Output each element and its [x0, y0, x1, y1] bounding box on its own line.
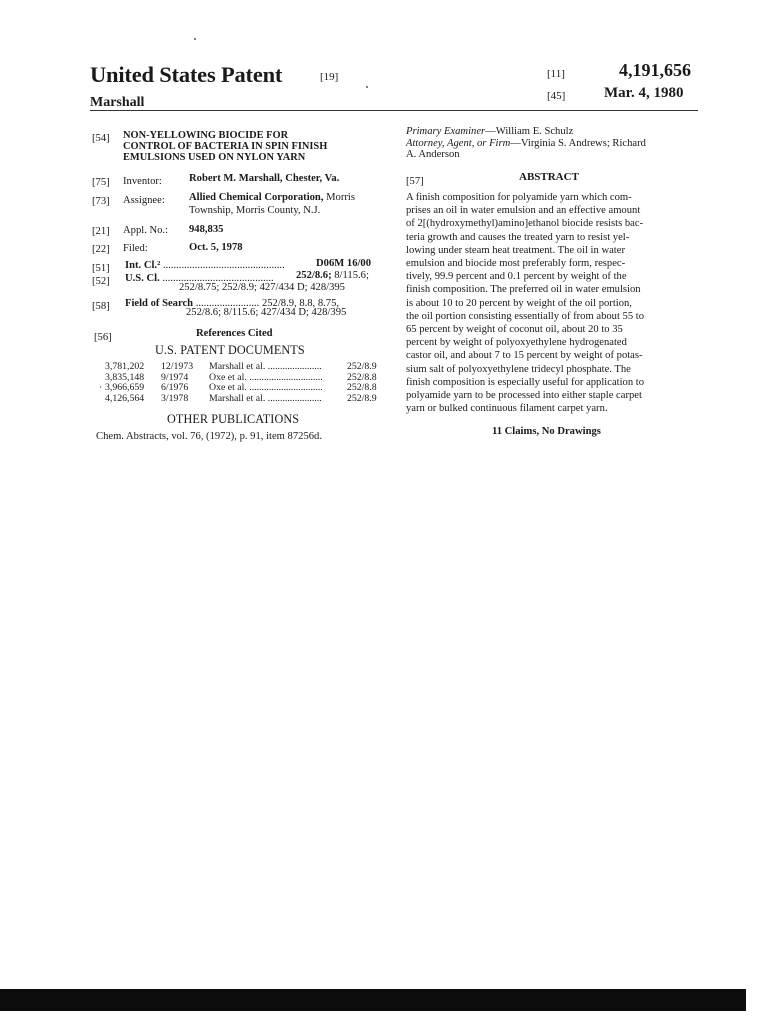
abstract-line: polyamide yarn to be processed into either staple carpet	[406, 390, 642, 402]
scan-speck	[366, 86, 368, 88]
us-cl-value: 252/8.6; 8/115.6;	[296, 270, 369, 281]
abstract-line: of 2[(hydroxymethyl)amino]ethanol biocide resists bac-	[406, 218, 644, 230]
ref-class: 252/8.9	[347, 361, 377, 372]
code-54: [54]	[92, 133, 110, 144]
code-19: [19]	[320, 71, 339, 83]
abstract-line: sium salt of polyoxyethylene tridecyl phosphate. The	[406, 363, 631, 375]
ref-number: · 3,966,659	[99, 382, 145, 393]
us-cl-line-2: 252/8.75; 252/8.9; 427/434 D; 428/395	[179, 282, 345, 293]
examiner-block	[406, 126, 700, 161]
abstract-line: finish composition. The preferred oil in water emulsion	[406, 284, 641, 296]
code-56: [56]	[94, 332, 112, 343]
abstract-line: is about 10 to 20 percent by weight of the oil portion,	[406, 297, 632, 309]
filed-value: Oct. 5, 1978	[189, 242, 243, 253]
ref-date: 3/1978	[161, 392, 189, 404]
ref-name: Oxe et al. ..............................	[209, 371, 323, 383]
ref-number: 3,835,148	[105, 371, 145, 383]
us-cl-line: U.S. Cl. ..........................................	[125, 273, 274, 284]
abstract-line: teria growth and causes the treated yarn to resist yel-	[406, 231, 630, 243]
attorney-line-2: A. Anderson	[406, 149, 460, 160]
patent-number: 4,191,656	[619, 60, 691, 80]
invention-title	[123, 130, 393, 163]
ref-class: 252/8.8	[347, 371, 377, 383]
ref-number: 4,126,564	[105, 392, 145, 404]
us-documents-heading: U.S. PATENT DOCUMENTS	[155, 343, 305, 357]
code-11: [11]	[547, 68, 565, 80]
assignee-line-2: Township, Morris County, N.J.	[189, 205, 321, 216]
code-51: [51]	[92, 263, 110, 274]
abstract-heading: ABSTRACT	[519, 171, 579, 183]
abstract-line: yarn or bulked continuous filament carpet yarn.	[406, 403, 608, 415]
scan-bottom-bar	[0, 989, 746, 1011]
abstract-line: prises an oil in water emulsion and an effective amount	[406, 205, 641, 217]
attorney-line: Attorney, Agent, or Firm—Virginia S. Andrews; Richard	[406, 137, 646, 149]
ref-date: 6/1976	[161, 382, 189, 393]
examiner-line: Primary Examiner—William E. Schulz	[406, 126, 574, 137]
ref-class: 252/8.9	[347, 392, 377, 404]
appl-label: Appl. No.:	[123, 225, 169, 236]
code-21: [21]	[92, 226, 110, 237]
table-row	[105, 383, 377, 394]
ref-name: Marshall et al. ......................	[209, 392, 322, 404]
code-52: [52]	[92, 276, 110, 287]
ref-class: 252/8.8	[347, 382, 377, 393]
table-row	[105, 362, 377, 373]
code-45: [45]	[547, 90, 566, 102]
inventor-surname: Marshall	[90, 95, 145, 110]
references-table	[99, 361, 377, 404]
title-line-1: NON-YELLOWING BIOCIDE FOR	[123, 130, 289, 141]
patent-date: Mar. 4, 1980	[604, 85, 684, 101]
field-of-search-line-2: 252/8.6; 8/115.6; 427/434 D; 428/395	[186, 307, 347, 318]
abstract-text	[406, 191, 700, 415]
abstract-line: emulsion and biocide most preferably form, respec-	[406, 258, 626, 270]
code-73: [73]	[92, 196, 110, 207]
references-heading: References Cited	[196, 328, 273, 339]
patent-heading: United States Patent	[90, 62, 283, 87]
ref-number: 3,781,202	[105, 361, 145, 372]
assignee-label: Assignee:	[123, 195, 165, 206]
abstract-line: tively, 99.9 percent and 0.1 percent by weight of the	[406, 271, 627, 283]
abstract-line: A finish composition for polyamide yarn which com-	[406, 192, 632, 203]
abstract-line: lowing under steam heat treatment. The oil in water	[406, 244, 625, 256]
field-of-search-line: Field of Search ........................ 252/8.9, 8.8, 8.75,	[125, 298, 340, 309]
inventor-name: Robert M. Marshall, Chester, Va.	[189, 173, 340, 184]
code-75: [75]	[92, 177, 110, 188]
int-cl-line: Int. Cl.² ..............................................	[125, 260, 285, 271]
scan-speck	[194, 38, 196, 40]
title-line-2: CONTROL OF BACTERIA IN SPIN FINISH	[123, 141, 328, 152]
other-publications-heading: OTHER PUBLICATIONS	[167, 412, 300, 426]
inventor-value	[189, 173, 339, 185]
filed-label: Filed:	[123, 243, 148, 254]
abstract-line: 65 percent by weight of coconut oil, about 20 to 35	[406, 324, 623, 336]
ref-name: Oxe et al. ..............................	[209, 382, 323, 393]
table-row	[105, 394, 377, 405]
inventor-label: Inventor:	[123, 176, 162, 187]
int-cl-value: D06M 16/00	[316, 258, 372, 269]
ref-date: 9/1974	[161, 371, 189, 383]
code-57: [57]	[406, 176, 424, 187]
code-58: [58]	[92, 301, 110, 312]
code-22: [22]	[92, 244, 110, 255]
abstract-line: percent by weight of polyoxyethylene hydrogenated	[406, 337, 627, 349]
other-publication-citation: Chem. Abstracts, vol. 76, (1972), p. 91, item 87256d.	[96, 431, 322, 442]
ref-date: 12/1973	[161, 361, 194, 372]
abstract-line: castor oil, and about 7 to 15 percent by weight of potas-	[406, 350, 643, 362]
abstract-line: the oil portion consisting essentially of from about 55 to	[406, 310, 645, 322]
assignee-value: Allied Chemical Corporation, Morris	[189, 192, 355, 203]
abstract-line: finish composition is especially useful for application to	[406, 376, 645, 388]
ref-name: Marshall et al. ......................	[209, 361, 322, 372]
appl-value: 948,835	[189, 224, 224, 235]
header-rule	[90, 110, 698, 111]
title-line-3: EMULSIONS USED ON NYLON YARN	[123, 152, 306, 163]
claims-summary: 11 Claims, No Drawings	[492, 426, 601, 437]
